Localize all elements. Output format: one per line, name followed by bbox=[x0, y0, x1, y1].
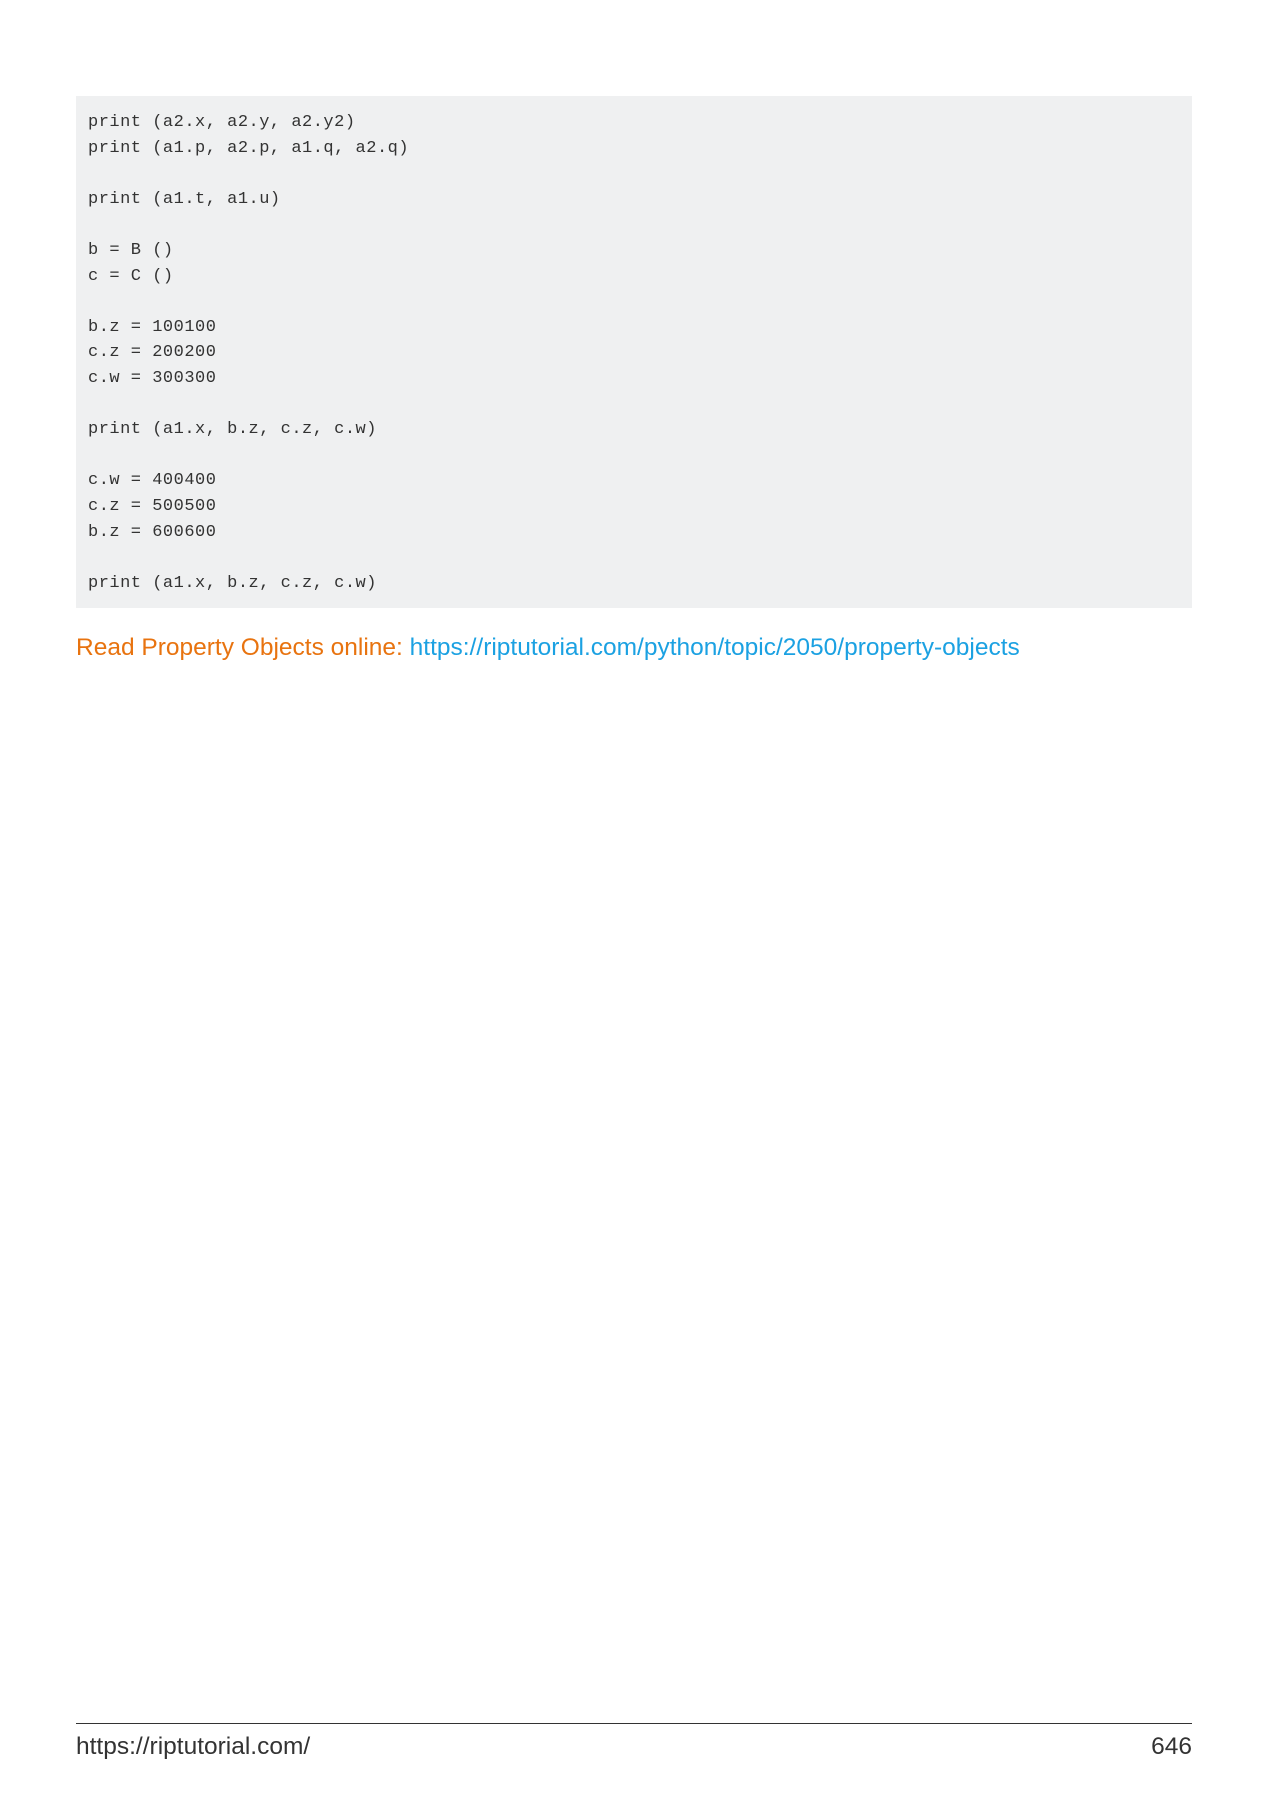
code-line: print (a1.p, a2.p, a1.q, a2.q) bbox=[88, 138, 410, 158]
code-line: c.w = 400400 bbox=[88, 471, 217, 491]
code-block bbox=[76, 96, 1192, 608]
code-line: c.z = 500500 bbox=[88, 496, 217, 516]
code-line: print (a1.x, b.z, c.z, c.w) bbox=[88, 573, 377, 593]
code-line bbox=[88, 289, 1180, 315]
code-line bbox=[88, 212, 1180, 238]
code-line bbox=[88, 443, 1180, 469]
code-line: b = B () bbox=[88, 240, 174, 260]
code-line: c.z = 200200 bbox=[88, 343, 217, 363]
code-line: print (a1.t, a1.u) bbox=[88, 189, 281, 209]
page-number: 646 bbox=[1151, 1733, 1192, 1760]
code-line: print (a2.x, a2.y, a2.y2) bbox=[88, 113, 356, 132]
code-line: b.z = 100100 bbox=[88, 317, 217, 337]
topic-link[interactable]: https://riptutorial.com/python/topic/2050/property-objects bbox=[409, 634, 1020, 661]
footer-url: https://riptutorial.com/ bbox=[76, 1733, 311, 1760]
code-line: c.w = 300300 bbox=[88, 368, 217, 388]
code-line bbox=[88, 161, 1180, 187]
code-line: b.z = 600600 bbox=[88, 522, 217, 542]
code-line: c = C () bbox=[88, 266, 174, 286]
read-online-prefix: Read Property Objects online: bbox=[76, 634, 410, 661]
code-line bbox=[88, 392, 1180, 418]
code-line: print (a1.x, b.z, c.z, c.w) bbox=[88, 420, 377, 440]
footer-divider bbox=[76, 1723, 1192, 1724]
read-online-line bbox=[76, 632, 1020, 664]
code-line bbox=[88, 545, 1180, 571]
